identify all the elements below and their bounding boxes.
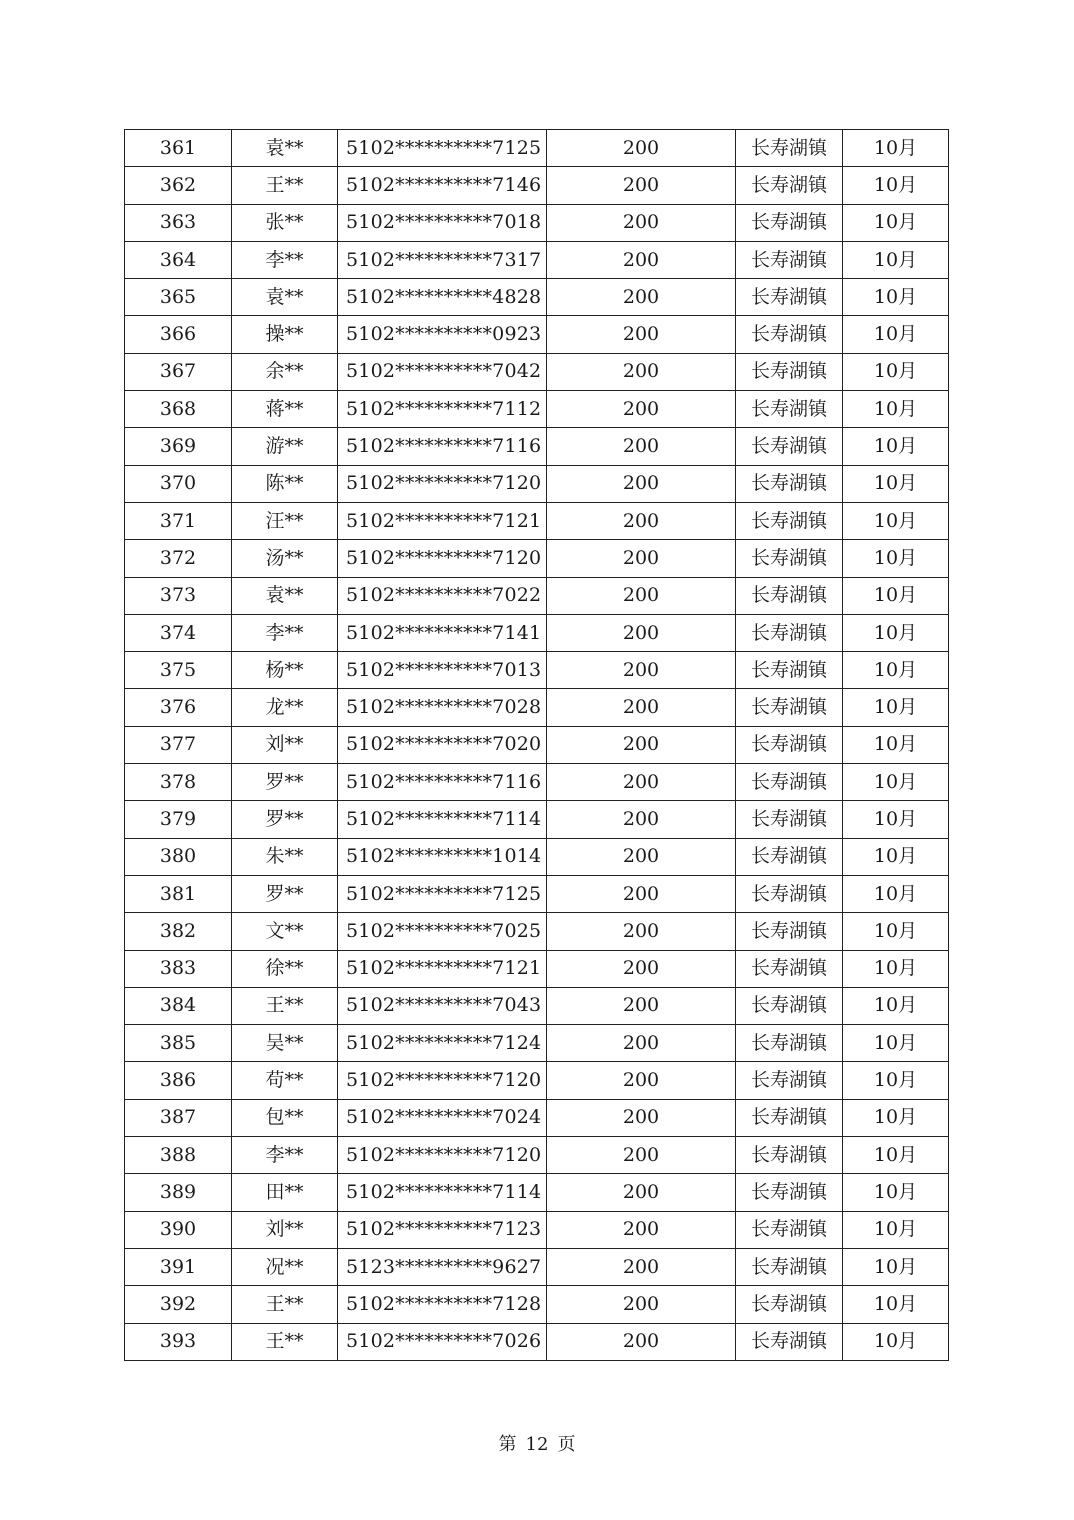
id-number-cell: 5102**********7114 (338, 1174, 547, 1211)
town-cell: 长寿湖镇 (736, 1062, 843, 1099)
table-row (125, 614, 949, 651)
id-number-cell: 5102**********7018 (338, 204, 547, 241)
table-row (125, 1323, 949, 1360)
town-cell: 长寿湖镇 (736, 1323, 843, 1360)
town-cell: 长寿湖镇 (736, 689, 843, 726)
town-cell: 长寿湖镇 (736, 167, 843, 204)
row-number-cell: 390 (125, 1211, 232, 1248)
amount-cell: 200 (547, 167, 736, 204)
amount-cell: 200 (547, 316, 736, 353)
name-cell: 汪** (232, 502, 338, 539)
row-number-cell: 361 (125, 130, 232, 167)
table-row (125, 241, 949, 278)
amount-cell: 200 (547, 987, 736, 1024)
month-cell: 10月 (843, 726, 949, 763)
name-cell: 李** (232, 1137, 338, 1174)
amount-cell: 200 (547, 652, 736, 689)
id-number-cell: 5102**********1014 (338, 838, 547, 875)
month-cell: 10月 (843, 689, 949, 726)
amount-cell: 200 (547, 614, 736, 651)
name-cell: 李** (232, 241, 338, 278)
name-cell: 袁** (232, 279, 338, 316)
month-cell: 10月 (843, 1137, 949, 1174)
id-number-cell: 5102**********7141 (338, 614, 547, 651)
id-number-cell: 5102**********7121 (338, 950, 547, 987)
town-cell: 长寿湖镇 (736, 1248, 843, 1285)
id-number-cell: 5102**********7116 (338, 764, 547, 801)
name-cell: 张** (232, 204, 338, 241)
name-cell: 王** (232, 167, 338, 204)
month-cell: 10月 (843, 316, 949, 353)
amount-cell: 200 (547, 838, 736, 875)
row-number-cell: 392 (125, 1286, 232, 1323)
month-cell: 10月 (843, 279, 949, 316)
town-cell: 长寿湖镇 (736, 652, 843, 689)
town-cell: 长寿湖镇 (736, 502, 843, 539)
name-cell: 蒋** (232, 391, 338, 428)
amount-cell: 200 (547, 764, 736, 801)
id-number-cell: 5102**********7114 (338, 801, 547, 838)
table-row (125, 950, 949, 987)
month-cell: 10月 (843, 652, 949, 689)
month-cell: 10月 (843, 614, 949, 651)
id-number-cell: 5102**********7120 (338, 1137, 547, 1174)
amount-cell: 200 (547, 1323, 736, 1360)
month-cell: 10月 (843, 875, 949, 912)
row-number-cell: 367 (125, 353, 232, 390)
table-row (125, 577, 949, 614)
table-row (125, 1025, 949, 1062)
name-cell: 刘** (232, 726, 338, 763)
name-cell: 操** (232, 316, 338, 353)
town-cell: 长寿湖镇 (736, 875, 843, 912)
table-row (125, 540, 949, 577)
month-cell: 10月 (843, 130, 949, 167)
amount-cell: 200 (547, 875, 736, 912)
name-cell: 罗** (232, 801, 338, 838)
name-cell: 王** (232, 987, 338, 1024)
name-cell: 罗** (232, 875, 338, 912)
table-row (125, 875, 949, 912)
table-row (125, 1099, 949, 1136)
month-cell: 10月 (843, 950, 949, 987)
amount-cell: 200 (547, 950, 736, 987)
amount-cell: 200 (547, 1137, 736, 1174)
month-cell: 10月 (843, 391, 949, 428)
table-row (125, 1211, 949, 1248)
id-number-cell: 5102**********7022 (338, 577, 547, 614)
town-cell: 长寿湖镇 (736, 1099, 843, 1136)
name-cell: 田** (232, 1174, 338, 1211)
amount-cell: 200 (547, 1099, 736, 1136)
name-cell: 游** (232, 428, 338, 465)
page-footer-prefix: 第 (498, 1434, 517, 1455)
id-number-cell: 5102**********7124 (338, 1025, 547, 1062)
table-row (125, 726, 949, 763)
table-row (125, 130, 949, 167)
id-number-cell: 5102**********7125 (338, 130, 547, 167)
row-number-cell: 379 (125, 801, 232, 838)
amount-cell: 200 (547, 241, 736, 278)
town-cell: 长寿湖镇 (736, 204, 843, 241)
id-number-cell: 5102**********0923 (338, 316, 547, 353)
name-cell: 苟** (232, 1062, 338, 1099)
amount-cell: 200 (547, 1062, 736, 1099)
month-cell: 10月 (843, 1286, 949, 1323)
id-number-cell: 5102**********7043 (338, 987, 547, 1024)
id-number-cell: 5102**********7042 (338, 353, 547, 390)
month-cell: 10月 (843, 204, 949, 241)
name-cell: 杨** (232, 652, 338, 689)
table-row (125, 689, 949, 726)
month-cell: 10月 (843, 428, 949, 465)
id-number-cell: 5102**********7120 (338, 465, 547, 502)
table-row (125, 428, 949, 465)
row-number-cell: 393 (125, 1323, 232, 1360)
table-row (125, 1174, 949, 1211)
name-cell: 朱** (232, 838, 338, 875)
amount-cell: 200 (547, 1211, 736, 1248)
month-cell: 10月 (843, 1323, 949, 1360)
name-cell: 罗** (232, 764, 338, 801)
row-number-cell: 373 (125, 577, 232, 614)
table-row (125, 502, 949, 539)
row-number-cell: 362 (125, 167, 232, 204)
row-number-cell: 374 (125, 614, 232, 651)
id-number-cell: 5102**********7123 (338, 1211, 547, 1248)
amount-cell: 200 (547, 204, 736, 241)
row-number-cell: 365 (125, 279, 232, 316)
table-row (125, 838, 949, 875)
town-cell: 长寿湖镇 (736, 950, 843, 987)
amount-cell: 200 (547, 577, 736, 614)
id-number-cell: 5102**********7125 (338, 875, 547, 912)
town-cell: 长寿湖镇 (736, 1025, 843, 1062)
amount-cell: 200 (547, 726, 736, 763)
amount-cell: 200 (547, 801, 736, 838)
table-row (125, 167, 949, 204)
row-number-cell: 378 (125, 764, 232, 801)
month-cell: 10月 (843, 353, 949, 390)
town-cell: 长寿湖镇 (736, 764, 843, 801)
amount-cell: 200 (547, 391, 736, 428)
town-cell: 长寿湖镇 (736, 279, 843, 316)
amount-cell: 200 (547, 1025, 736, 1062)
table-row (125, 1062, 949, 1099)
id-number-cell: 5102**********7024 (338, 1099, 547, 1136)
id-number-cell: 5102**********7028 (338, 689, 547, 726)
id-number-cell: 5102**********7020 (338, 726, 547, 763)
town-cell: 长寿湖镇 (736, 1174, 843, 1211)
amount-cell: 200 (547, 689, 736, 726)
town-cell: 长寿湖镇 (736, 1137, 843, 1174)
month-cell: 10月 (843, 502, 949, 539)
row-number-cell: 372 (125, 540, 232, 577)
row-number-cell: 388 (125, 1137, 232, 1174)
row-number-cell: 380 (125, 838, 232, 875)
month-cell: 10月 (843, 913, 949, 950)
page-number: 12 (525, 1434, 549, 1455)
row-number-cell: 387 (125, 1099, 232, 1136)
roster-table (124, 129, 949, 1361)
table-row (125, 204, 949, 241)
row-number-cell: 370 (125, 465, 232, 502)
month-cell: 10月 (843, 1211, 949, 1248)
name-cell: 王** (232, 1286, 338, 1323)
page-footer (0, 1430, 1074, 1456)
month-cell: 10月 (843, 1174, 949, 1211)
roster-table-body (125, 130, 949, 1361)
month-cell: 10月 (843, 540, 949, 577)
table-row (125, 652, 949, 689)
amount-cell: 200 (547, 1248, 736, 1285)
name-cell: 吴** (232, 1025, 338, 1062)
row-number-cell: 385 (125, 1025, 232, 1062)
town-cell: 长寿湖镇 (736, 130, 843, 167)
id-number-cell: 5102**********7146 (338, 167, 547, 204)
name-cell: 陈** (232, 465, 338, 502)
name-cell: 刘** (232, 1211, 338, 1248)
town-cell: 长寿湖镇 (736, 838, 843, 875)
town-cell: 长寿湖镇 (736, 1286, 843, 1323)
amount-cell: 200 (547, 279, 736, 316)
month-cell: 10月 (843, 241, 949, 278)
town-cell: 长寿湖镇 (736, 353, 843, 390)
town-cell: 长寿湖镇 (736, 726, 843, 763)
name-cell: 文** (232, 913, 338, 950)
id-number-cell: 5102**********7120 (338, 540, 547, 577)
name-cell: 徐** (232, 950, 338, 987)
name-cell: 袁** (232, 577, 338, 614)
month-cell: 10月 (843, 167, 949, 204)
id-number-cell: 5102**********7112 (338, 391, 547, 428)
town-cell: 长寿湖镇 (736, 801, 843, 838)
name-cell: 余** (232, 353, 338, 390)
town-cell: 长寿湖镇 (736, 391, 843, 428)
row-number-cell: 382 (125, 913, 232, 950)
month-cell: 10月 (843, 1062, 949, 1099)
town-cell: 长寿湖镇 (736, 577, 843, 614)
amount-cell: 200 (547, 540, 736, 577)
table-row (125, 913, 949, 950)
amount-cell: 200 (547, 353, 736, 390)
row-number-cell: 381 (125, 875, 232, 912)
id-number-cell: 5102**********7116 (338, 428, 547, 465)
id-number-cell: 5102**********7120 (338, 1062, 547, 1099)
row-number-cell: 369 (125, 428, 232, 465)
amount-cell: 200 (547, 1174, 736, 1211)
month-cell: 10月 (843, 1099, 949, 1136)
row-number-cell: 377 (125, 726, 232, 763)
month-cell: 10月 (843, 801, 949, 838)
amount-cell: 200 (547, 502, 736, 539)
id-number-cell: 5102**********7026 (338, 1323, 547, 1360)
row-number-cell: 364 (125, 241, 232, 278)
id-number-cell: 5102**********7025 (338, 913, 547, 950)
town-cell: 长寿湖镇 (736, 913, 843, 950)
town-cell: 长寿湖镇 (736, 1211, 843, 1248)
id-number-cell: 5102**********4828 (338, 279, 547, 316)
name-cell: 袁** (232, 130, 338, 167)
row-number-cell: 391 (125, 1248, 232, 1285)
page-footer-suffix: 页 (557, 1434, 576, 1455)
town-cell: 长寿湖镇 (736, 540, 843, 577)
row-number-cell: 386 (125, 1062, 232, 1099)
table-row (125, 801, 949, 838)
name-cell: 汤** (232, 540, 338, 577)
id-number-cell: 5102**********7121 (338, 502, 547, 539)
table-row (125, 316, 949, 353)
id-number-cell: 5102**********7013 (338, 652, 547, 689)
town-cell: 长寿湖镇 (736, 316, 843, 353)
table-row (125, 1286, 949, 1323)
table-row (125, 353, 949, 390)
row-number-cell: 375 (125, 652, 232, 689)
row-number-cell: 384 (125, 987, 232, 1024)
month-cell: 10月 (843, 1248, 949, 1285)
row-number-cell: 366 (125, 316, 232, 353)
table-row (125, 279, 949, 316)
amount-cell: 200 (547, 465, 736, 502)
table-row (125, 1137, 949, 1174)
table-row (125, 987, 949, 1024)
town-cell: 长寿湖镇 (736, 987, 843, 1024)
id-number-cell: 5102**********7317 (338, 241, 547, 278)
month-cell: 10月 (843, 987, 949, 1024)
town-cell: 长寿湖镇 (736, 241, 843, 278)
row-number-cell: 383 (125, 950, 232, 987)
name-cell: 龙** (232, 689, 338, 726)
table-row (125, 1248, 949, 1285)
amount-cell: 200 (547, 913, 736, 950)
row-number-cell: 363 (125, 204, 232, 241)
name-cell: 况** (232, 1248, 338, 1285)
name-cell: 包** (232, 1099, 338, 1136)
table-row (125, 764, 949, 801)
amount-cell: 200 (547, 1286, 736, 1323)
row-number-cell: 389 (125, 1174, 232, 1211)
table-row (125, 465, 949, 502)
amount-cell: 200 (547, 428, 736, 465)
id-number-cell: 5123**********9627 (338, 1248, 547, 1285)
id-number-cell: 5102**********7128 (338, 1286, 547, 1323)
amount-cell: 200 (547, 130, 736, 167)
town-cell: 长寿湖镇 (736, 428, 843, 465)
row-number-cell: 376 (125, 689, 232, 726)
row-number-cell: 368 (125, 391, 232, 428)
month-cell: 10月 (843, 465, 949, 502)
month-cell: 10月 (843, 577, 949, 614)
name-cell: 王** (232, 1323, 338, 1360)
month-cell: 10月 (843, 764, 949, 801)
name-cell: 李** (232, 614, 338, 651)
row-number-cell: 371 (125, 502, 232, 539)
table-row (125, 391, 949, 428)
town-cell: 长寿湖镇 (736, 465, 843, 502)
month-cell: 10月 (843, 1025, 949, 1062)
town-cell: 长寿湖镇 (736, 614, 843, 651)
month-cell: 10月 (843, 838, 949, 875)
